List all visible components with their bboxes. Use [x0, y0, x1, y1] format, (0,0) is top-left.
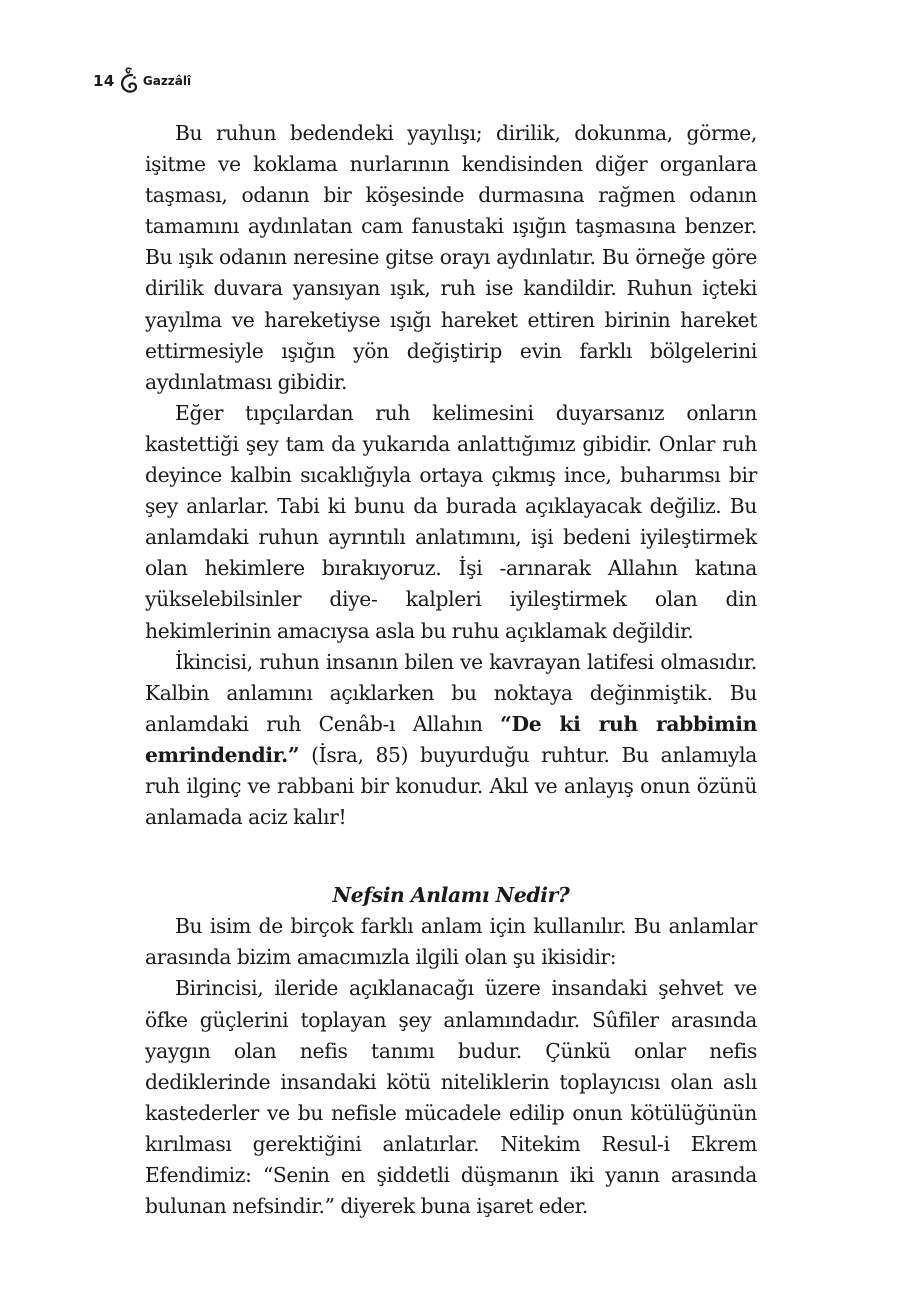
- page-number: 14: [93, 72, 115, 90]
- paragraph-4: Bu isim de birçok farklı anlam için kullanılır. Bu anlamlar arasında bizim amacımızla ilgili olan şu ikisidir:: [145, 914, 757, 970]
- publisher-logo-icon: [119, 66, 141, 96]
- page-header: [93, 66, 191, 96]
- section-heading: Nefsin Anlamı Nedir?: [332, 883, 570, 908]
- paragraph-3-text-b: (İsra, 85) buyurduğu ruhtur. Bu anlamıyla ruh ilginç ve rabbani bir konudur. Akıl ve anlayış onun özünü anlamada aciz kalır!: [145, 742, 757, 830]
- running-head: Gazzâlî: [142, 74, 192, 88]
- paragraph-1: Bu ruhun bedendeki yayılışı; dirilik, dokunma, görme, işitme ve koklama nurlarının kendisinden diğer organlara taşması, odanın bir köşesinde durmasına rağmen odanın tamamını aydınlatan cam fanustaki ışığın taşmasına benzer. Bu ışık odanın neresine gitse orayı aydınlatır. Bu örneğe göre dirilik duvara yansıyan ışık, ruh ise kandildir. Ruhun içteki yayılma ve hareketiyse ışığı hareket ettiren birinin hareket ettirmesiyle ışığın yön değiştirip evin farklı bölgelerini aydınlatması gibidir.: [145, 121, 757, 394]
- quran-quote: “De ki ruh rabbimin emrindendir.”: [145, 711, 757, 767]
- page-body: [145, 118, 757, 1222]
- paragraph-5: Birincisi, ileride açıklanacağı üzere insandaki şehvet ve öfke güçlerini toplayan şey anlamındadır. Sûfiler arasında yaygın olan nefis tanımı budur. Çünkü onlar nefis dediklerinde insandaki kötü niteliklerin toplayıcısı olan aslı kastederler ve bu nefisle mücadele edilip onun kötülüğünün kırılması gerektiğini anlatırlar. Nitekim Resul-i Ekrem Efendimiz: “Senin en şiddetli düşmanın iki yanın arasında bulunan nefsindir.” diyerek buna işaret eder.: [145, 976, 757, 1219]
- paragraph-3-text-a: İkincisi, ruhun insanın bilen ve kavrayan latifesi olmasıdır. Kalbin anlamını açıklarken bu noktaya değinmiştik. Bu anlamdaki ruh Cenâb-ı Allahın: [145, 649, 757, 736]
- paragraph-3: [145, 647, 757, 834]
- paragraph-2: Eğer tıpçılardan ruh kelimesini duyarsanız onların kastettiği şey tam da yukarıda anlattığımız gibidir. Onlar ruh deyince kalbin sıcaklığıyla ortaya çıkmış ince, buharımsı bir şey anlarlar. Tabi ki bunu da burada açıklayacak değiliz. Bu anlamdaki ruhun ayrıntılı anlatımını, işi bedeni iyileştirmek olan hekimlere bırakıyoruz. İşi -arınarak Allahın katına yükselebilsinler diye- kalpleri iyileştirmek olan din hekimlerinin amacıysa asla bu ruhu açıklamak değildir.: [145, 400, 757, 643]
